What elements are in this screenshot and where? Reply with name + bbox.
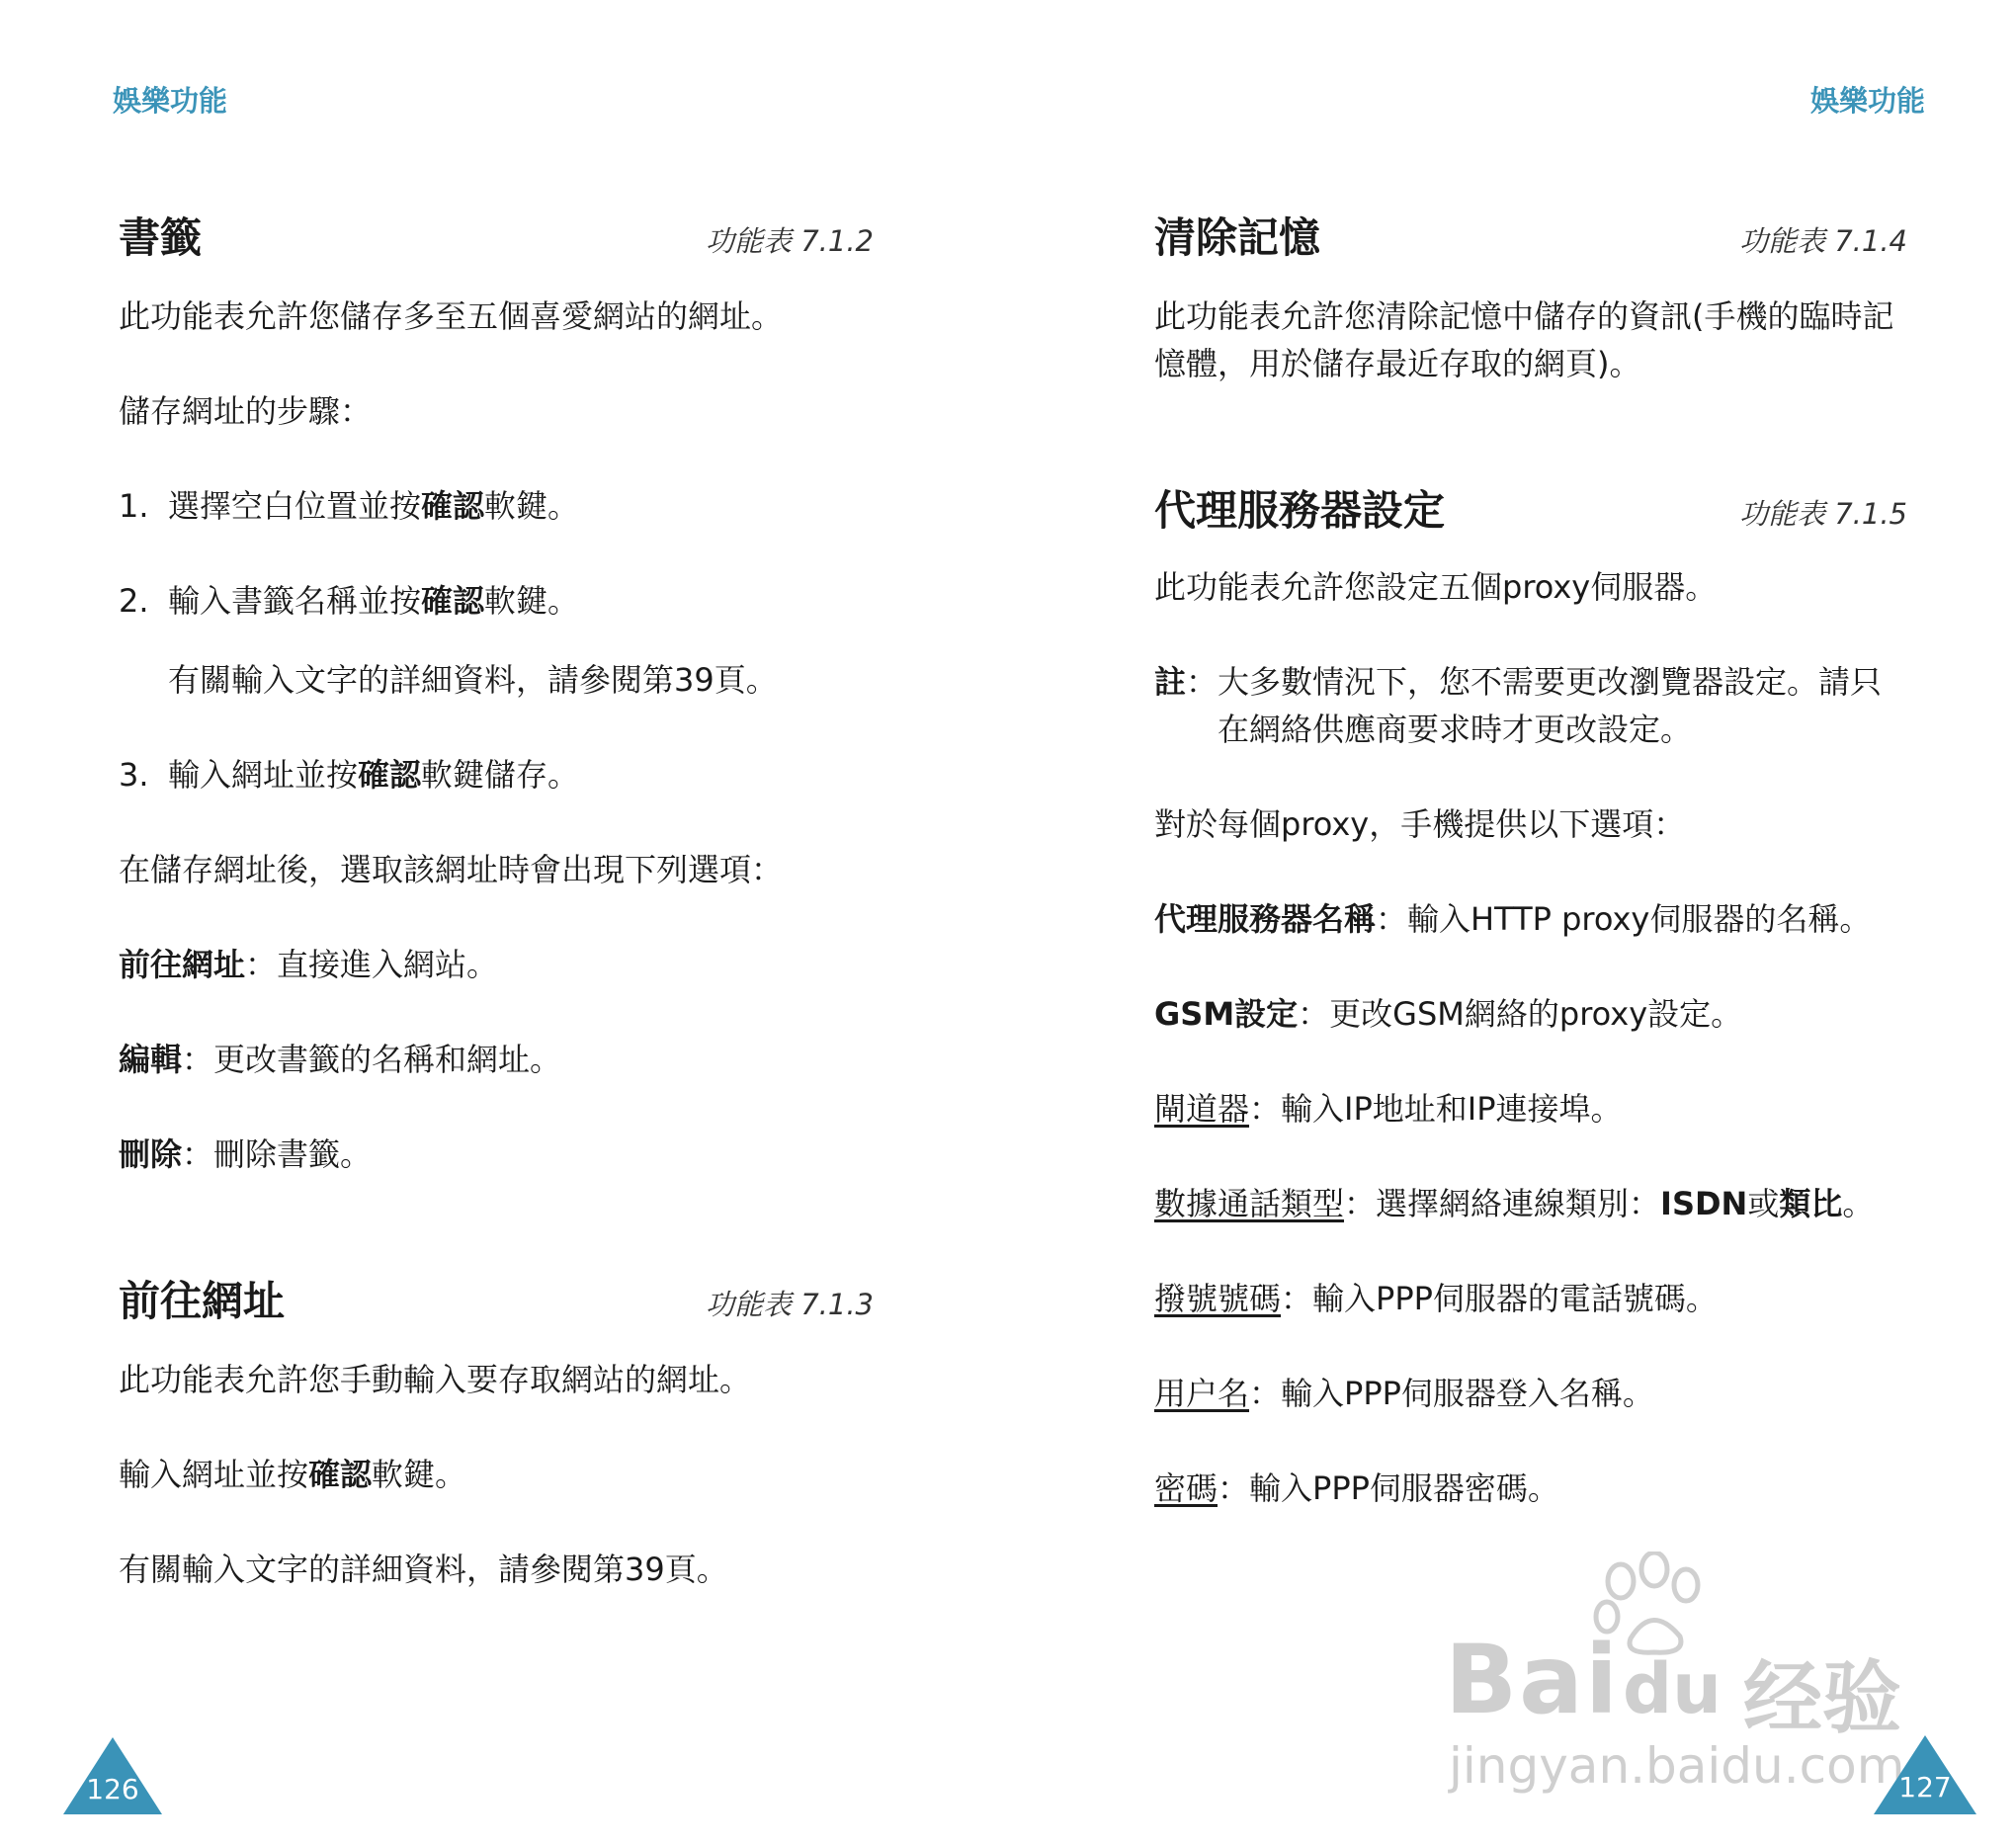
- menu-ref-bookmarks: 功能表 7.1.2: [705, 224, 874, 258]
- option-term: 前往網址: [119, 946, 246, 983]
- item-desc: ：輸入PPP伺服器的電話號碼。: [1281, 1280, 1718, 1317]
- option-edit: [119, 1036, 561, 1083]
- item-term: 密碼: [1154, 1469, 1218, 1507]
- watermark-brand-du: du: [1623, 1648, 1722, 1729]
- section-title-proxy: 代理服務器設定: [1154, 486, 1446, 535]
- step-3: [119, 751, 579, 798]
- item-desc: 。: [1842, 1185, 1875, 1222]
- clear-line-2: 憶體，用於儲存最近存取的網頁)。: [1154, 345, 1641, 382]
- proxy-item-password: [1154, 1465, 1559, 1512]
- item-desc: 或: [1747, 1185, 1780, 1222]
- steps-intro: 儲存網址的步驟：: [119, 392, 373, 430]
- option-term: 編輯: [119, 1041, 183, 1078]
- option-desc: ：刪除書籤。: [182, 1135, 373, 1173]
- step-text: 選擇空白位置並按: [168, 487, 422, 525]
- item-term: 代理服務器名稱: [1154, 900, 1377, 938]
- watermark-url: jingyan.baidu.com: [1449, 1737, 1905, 1795]
- option-goto: [119, 941, 498, 988]
- item-desc: ：選擇網絡連線類別：: [1344, 1185, 1661, 1222]
- item-term: 撥號號碼: [1154, 1280, 1282, 1317]
- option-desc: ：更改書籤的名稱和網址。: [182, 1041, 562, 1078]
- options-intro: 在儲存網址後，選取該網址時會出現下列選項：: [119, 851, 784, 888]
- step-1: [119, 482, 579, 530]
- watermark-brand: Bai: [1445, 1625, 1620, 1735]
- proxy-item-gsm: [1154, 990, 1742, 1038]
- proxy-item-dial-number: [1154, 1275, 1718, 1322]
- item-desc: ：輸入PPP伺服器登入名稱。: [1249, 1375, 1654, 1412]
- goto-text: 輸入網址並按: [119, 1456, 309, 1493]
- goto-text: 軟鍵。: [372, 1456, 467, 1493]
- running-head-left: 娛樂功能: [113, 84, 228, 118]
- section-title-goto: 前往網址: [119, 1277, 286, 1325]
- item-term: GSM設定: [1154, 995, 1299, 1033]
- item-term: 數據通話類型: [1154, 1185, 1345, 1222]
- menu-ref-clear: 功能表 7.1.4: [1738, 224, 1907, 258]
- proxy-item-gateway: [1154, 1085, 1623, 1133]
- note-text: ：大多數情況下，您不需要更改瀏覽器設定。請只: [1186, 663, 1883, 701]
- item-term: 閘道器: [1154, 1090, 1250, 1128]
- goto-key: 確認: [308, 1456, 373, 1493]
- watermark-brand-cn: 经验: [1743, 1652, 1901, 1744]
- step-number: 3.: [119, 756, 149, 794]
- bookmarks-intro: 此功能表允許您儲存多至五個喜愛網站的網址。: [119, 297, 784, 335]
- item-desc: ：輸入HTTP proxy伺服器的名稱。: [1376, 900, 1872, 938]
- step-text: 軟鍵儲存。: [421, 756, 580, 794]
- menu-ref-proxy: 功能表 7.1.5: [1738, 497, 1907, 531]
- proxy-each: 對於每個proxy，手機提供以下選項：: [1154, 805, 1686, 843]
- step-text: 軟鍵。: [484, 582, 580, 620]
- option-isdn: ISDN: [1660, 1185, 1748, 1222]
- page-number-right: 127: [1898, 1771, 1952, 1804]
- proxy-note-line-2: 在網絡供應商要求時才更改設定。: [1218, 711, 1693, 748]
- proxy-item-call-type: [1154, 1180, 1874, 1227]
- step-text: 輸入網址並按: [168, 756, 359, 794]
- goto-intro: 此功能表允許您手動輸入要存取網站的網址。: [119, 1361, 752, 1398]
- item-term: 用户名: [1154, 1375, 1250, 1412]
- proxy-intro: 此功能表允許您設定五個proxy伺服器。: [1154, 568, 1718, 606]
- step-text: 軟鍵。: [484, 487, 580, 525]
- step-key: 確認: [358, 756, 422, 794]
- step-number: 2.: [119, 582, 149, 620]
- proxy-item-username: [1154, 1370, 1654, 1417]
- step-2-note: 有關輸入文字的詳細資料，請參閱第39頁。: [168, 661, 778, 699]
- option-delete: [119, 1131, 372, 1178]
- option-analog: 類比: [1779, 1185, 1843, 1222]
- clear-line-1: 此功能表允許您清除記憶中儲存的資訊(手機的臨時記: [1154, 297, 1894, 335]
- running-head-right: 娛樂功能: [1810, 84, 1926, 118]
- page-number-left: 126: [86, 1773, 139, 1805]
- note-label: 註: [1154, 663, 1187, 701]
- step-2: [119, 577, 579, 625]
- proxy-item-name: [1154, 895, 1871, 943]
- option-desc: ：直接進入網站。: [245, 946, 499, 983]
- option-term: 刪除: [119, 1135, 183, 1173]
- goto-line-3: 有關輸入文字的詳細資料，請參閱第39頁。: [119, 1551, 728, 1588]
- step-key: 確認: [421, 582, 485, 620]
- section-title-clear: 清除記憶: [1154, 213, 1321, 262]
- item-desc: ：輸入PPP伺服器密碼。: [1218, 1469, 1559, 1507]
- step-number: 1.: [119, 487, 149, 525]
- proxy-note: [1154, 658, 1882, 706]
- menu-ref-goto: 功能表 7.1.3: [705, 1288, 874, 1321]
- item-desc: ：更改GSM網絡的proxy設定。: [1298, 995, 1743, 1033]
- goto-line-2: [119, 1451, 466, 1498]
- step-key: 確認: [421, 487, 485, 525]
- section-title-bookmarks: 書籤: [119, 213, 203, 262]
- item-desc: ：輸入IP地址和IP連接埠。: [1249, 1090, 1623, 1128]
- step-text: 輸入書籤名稱並按: [168, 582, 422, 620]
